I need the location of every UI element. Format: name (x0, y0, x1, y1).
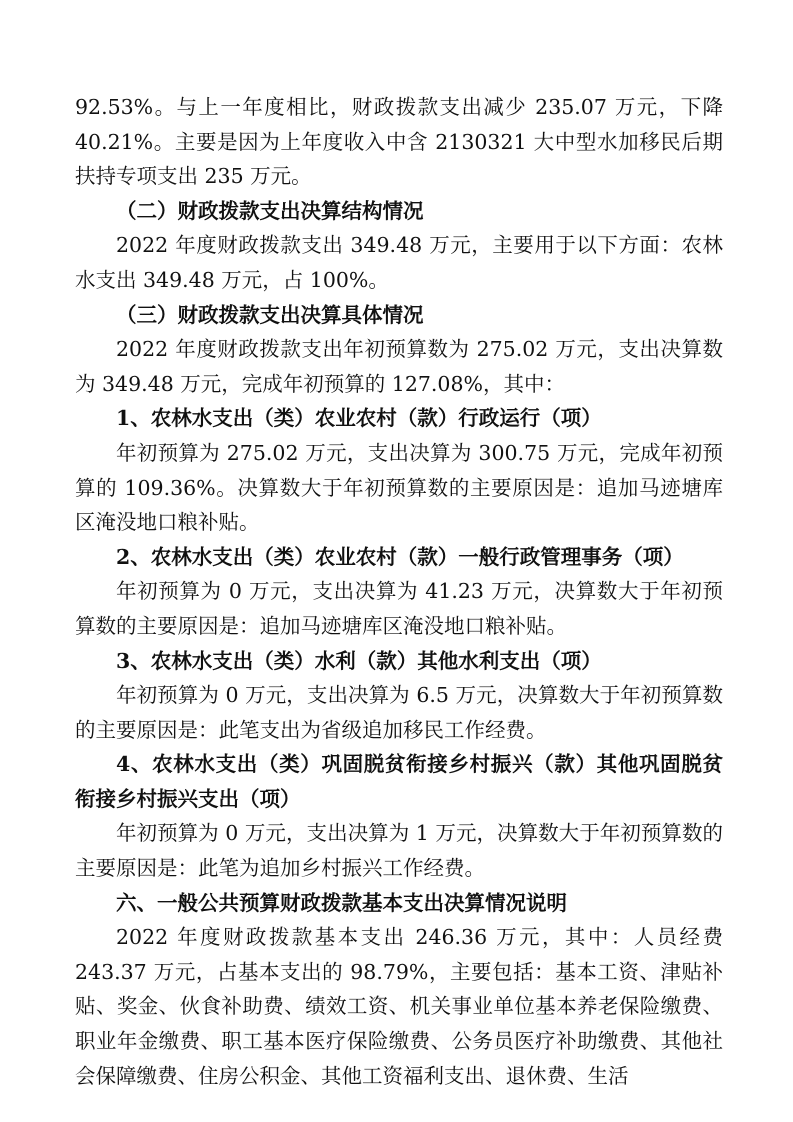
item-heading-2: 2、农林水支出（类）农业农村（款）一般行政管理事务（项） (116, 544, 684, 569)
paragraph-expenditure-structure: 2022 年度财政拨款支出 349.48 万元，主要用于以下方面：农林水支出 349.48 万元，占 100%。 (75, 233, 723, 292)
paragraph-continued: 92.53%。与上一年度相比，财政拨款支出减少 235.07 万元，下降 40.21%。主要是因为上年度收入中含 2130321 大中型水加移民后期扶持专项支出 235 万元。 (75, 95, 723, 189)
item-paragraph-2: 年初预算为 0 万元，支出决算为 41.23 万元，决算数大于年初预算数的主要原因是：追加马迹塘库区淹没地口粮补贴。 (75, 579, 723, 638)
section-heading-expenditure-details: （三）财政拨款支出决算具体情况 (116, 302, 424, 327)
document-body (75, 90, 723, 1093)
item-paragraph-4: 年初预算为 0 万元，支出决算为 1 万元，决算数大于年初预算数的主要原因是：此笔为追加乡村振兴工作经费。 (75, 821, 723, 881)
item-heading-4: 4、农林水支出（类）巩固脱贫衔接乡村振兴（款）其他巩固脱贫衔接乡村振兴支出（项） (75, 752, 723, 811)
item-paragraph-3: 年初预算为 0 万元，支出决算为 6.5 万元，决算数大于年初预算数的主要原因是：此笔支出为省级追加移民工作经费。 (75, 683, 723, 742)
section-heading-basic-expenditure: 六、一般公共预算财政拨款基本支出决算情况说明 (116, 890, 567, 915)
item-paragraph-1: 年初预算为 275.02 万元，支出决算为 300.75 万元，完成年初预算的 109.36%。决算数大于年初预算数的主要原因是：追加马迹塘库区淹没地口粮补贴。 (75, 440, 723, 535)
paragraph-basic-expenditure: 2022 年度财政拨款基本支出 246.36 万元，其中：人员经费 243.37 万元，占基本支出的 98.79%，主要包括：基本工资、津贴补贴、奖金、伙食补助费、绩效工资、机关事业单位基本养老保险缴费、职业年金缴费、职工基本医疗保险缴费、公务员医疗补助缴费、其他社会保障缴费、住房公积金、其他工资福利支出、退休费、生活 (75, 925, 723, 1088)
paragraph-expenditure-details: 2022 年度财政拨款支出年初预算数为 275.02 万元，支出决算数为 349.48 万元，完成年初预算的 127.08%，其中： (75, 337, 723, 396)
item-heading-3: 3、农林水支出（类）水利（款）其他水利支出（项） (116, 648, 602, 673)
item-heading-1: 1、农林水支出（类）农业农村（款）行政运行（项） (116, 406, 602, 431)
section-heading-expenditure-structure: （二）财政拨款支出决算结构情况 (116, 198, 424, 223)
